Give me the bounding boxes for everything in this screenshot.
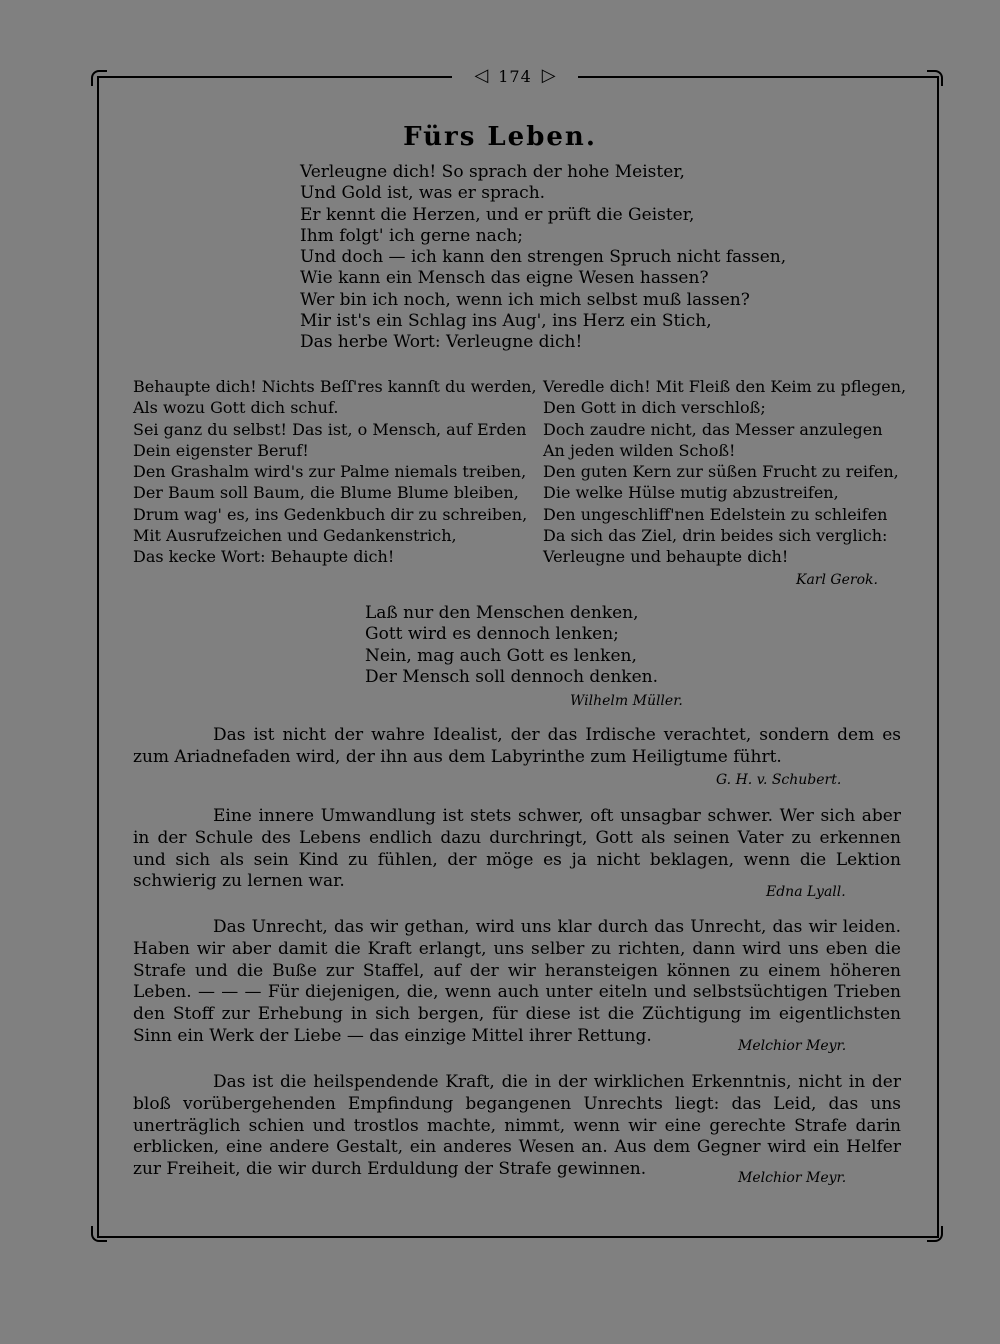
author-gerok: Karl Gerok. bbox=[796, 572, 878, 588]
poem-line: Da sich das Ziel, drin beides sich verglich: bbox=[543, 526, 888, 546]
poem-line: Laß nur den Menschen denken, bbox=[365, 603, 639, 623]
poem-line: Der Mensch soll dennoch denken. bbox=[365, 666, 659, 687]
poem-line: Ihm folgt' ich gerne nach; bbox=[300, 225, 524, 246]
quote-schubert bbox=[133, 725, 901, 769]
corner-ornament-bottom-left bbox=[91, 1226, 107, 1242]
top-rule-left bbox=[97, 76, 452, 78]
poem-line: Verleugne dich! So sprach der hohe Meister, bbox=[300, 162, 685, 182]
poem-line: Der Baum soll Baum, die Blume Blume bleiben, bbox=[133, 483, 519, 503]
corner-ornament-bottom-right bbox=[927, 1226, 943, 1242]
author-lyall: Edna Lyall. bbox=[766, 884, 846, 900]
poem-small bbox=[365, 603, 658, 688]
poem-line: Drum wag' es, ins Gedenkbuch dir zu schreiben, bbox=[133, 504, 528, 524]
poem-line: Verleugne und behaupte dich! bbox=[543, 547, 789, 567]
poem-left-column bbox=[133, 376, 537, 568]
poem-line: Das herbe Wort: Verleugne dich! bbox=[300, 332, 583, 353]
ornament-right-icon: ▷ bbox=[541, 65, 556, 86]
poem-line: Doch zaudre nicht, das Messer anzulegen bbox=[543, 419, 883, 439]
poem-line: Als wozu Gott dich schuf. bbox=[133, 398, 339, 418]
poem-line: Veredle dich! Mit Fleiß den Keim zu pflegen, bbox=[543, 377, 907, 396]
corner-ornament-top-left bbox=[91, 70, 107, 86]
page-title: Fürs Leben. bbox=[403, 122, 597, 152]
poem-right-column bbox=[543, 376, 906, 568]
page-number: 174 bbox=[498, 66, 532, 86]
poem-line: Die welke Hülse mutig abzustreifen, bbox=[543, 483, 839, 503]
author-meyr-1: Melchior Meyr. bbox=[738, 1038, 847, 1054]
quote-text: Eine innere Umwandlung ist stets schwer, oft unsagbar schwer. Wer sich aber in der Schule des Lebens endlich dazu durchringt, Gott als seinen Vater zu erkennen und sich als sein Kind zu fühlen, der möge es ja nicht beklagen, wenn die Lektion schwierig zu lernen war. bbox=[133, 806, 901, 892]
poem-line: Und doch — ich kann den strengen Spruch nicht fassen, bbox=[300, 247, 787, 268]
poem-line: Nein, mag auch Gott es lenken, bbox=[365, 645, 637, 666]
ornament-left-icon: ◁ bbox=[474, 65, 489, 86]
corner-ornament-top-right bbox=[927, 70, 943, 86]
quote-meyr-2 bbox=[133, 1072, 901, 1181]
author-mueller: Wilhelm Müller. bbox=[570, 693, 683, 709]
poem-line: Er kennt die Herzen, und er prüft die Geister, bbox=[300, 204, 695, 225]
quote-lyall bbox=[133, 806, 901, 893]
poem-line: Den Gott in dich verschloß; bbox=[543, 398, 766, 418]
poem-line: Behaupte dich! Nichts Beſſ'res kannſt du werden, bbox=[133, 377, 537, 396]
quote-text: Das ist die heilspendende Kraft, die in der wirklichen Erkenntnis, nicht in der bloß vorübergehenden Empfindung begangenen Unrechts liegt: das Leid, das uns unerträglich schien und trostlos machte, nimmt, wenn wir eine gerechte Strafe darin erblicken, eine andere Gestalt, ein anderes Wesen an. Aus dem Gegner wird ein Helfer zur Freiheit, die wir durch Erduldung der Strafe gewinnen. bbox=[133, 1072, 901, 1180]
poem-line: Sei ganz du selbst! Das ist, o Mensch, auf Erden bbox=[133, 419, 527, 439]
poem-line: Mir ist's ein Schlag ins Aug', ins Herz ein Stich, bbox=[300, 311, 712, 332]
author-meyr-2: Melchior Meyr. bbox=[738, 1170, 847, 1186]
poem-line: Dein eigenster Beruf! bbox=[133, 440, 309, 460]
author-schubert: G. H. v. Schubert. bbox=[716, 772, 842, 788]
poem-line: Mit Ausrufzeichen und Gedankenstrich, bbox=[133, 526, 457, 546]
poem-main bbox=[300, 162, 786, 354]
quote-text: Das ist nicht der wahre Idealist, der das Irdische verachtet, sondern dem es zum Ariadnefaden wird, der ihn aus dem Labyrinthe zum Heiligtume führt. bbox=[133, 725, 901, 767]
poem-line: Den guten Kern zur süßen Frucht zu reifen, bbox=[543, 462, 899, 482]
poem-line: Und Gold ist, was er sprach. bbox=[300, 183, 546, 204]
poem-line: Das kecke Wort: Behaupte dich! bbox=[133, 547, 395, 567]
quote-meyr-1 bbox=[133, 917, 901, 1048]
poem-line: Den ungeschliff'nen Edelstein zu schleifen bbox=[543, 504, 888, 524]
quote-text: Das Unrecht, das wir gethan, wird uns klar durch das Unrecht, das wir leiden. Haben wir aber damit die Kraft erlangt, uns selber zu richten, dann wird uns eben die Strafe und die Buße zur Staffel, auf der wir heransteigen können zu einem höheren Leben. — — — Für diejenigen, die, wenn auch unter eiteln und selbstsüchtigen Trieben den Stoff zur Erhebung in sich bergen, für diese ist die Züchtigung im eigentlichsten Sinn ein Werk der Liebe — das einzige Mittel ihrer Rettung. bbox=[133, 917, 901, 1046]
poem-line: Wie kann ein Mensch das eigne Wesen hassen? bbox=[300, 268, 709, 289]
poem-line: An jeden wilden Schoß! bbox=[543, 440, 736, 460]
poem-line: Den Grashalm wird's zur Palme niemals treiben, bbox=[133, 462, 527, 482]
poem-line: Wer bin ich noch, wenn ich mich selbst muß lassen? bbox=[300, 289, 750, 310]
poem-line: Gott wird es dennoch lenken; bbox=[365, 624, 619, 645]
top-rule-right bbox=[578, 76, 937, 78]
page-header bbox=[450, 64, 580, 88]
